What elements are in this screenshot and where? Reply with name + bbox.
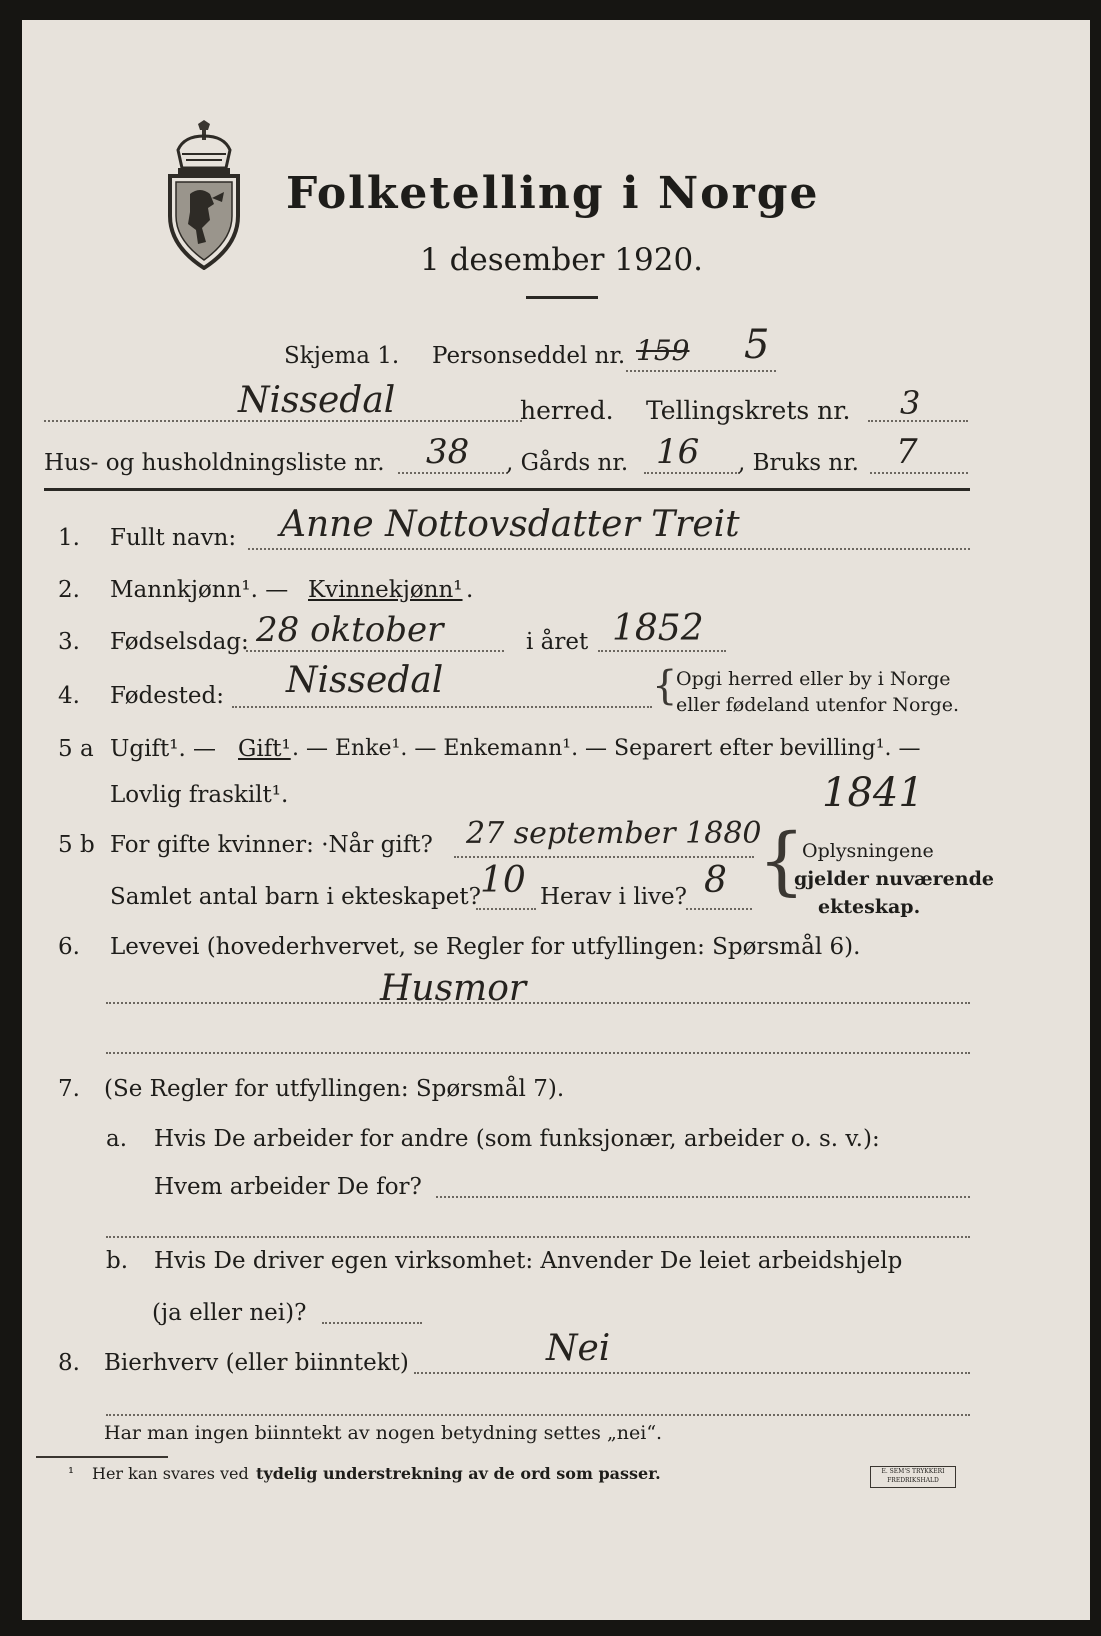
q7a-extra-line <box>106 1236 970 1238</box>
q1-value: Anne Nottovsdatter Treit <box>280 504 740 545</box>
q7b-answer-line <box>322 1322 422 1324</box>
q5a-line2: Lovlig fraskilt¹. <box>110 782 289 808</box>
personseddel-line <box>626 370 776 372</box>
q3-label: Fødselsdag: <box>110 629 249 655</box>
q5a-options: . — Enke¹. — Enkemann¹. — Separert efter bevilling¹. — <box>292 736 921 761</box>
q7a-line1: Hvis De arbeider for andre (som funksjonær, arbeider o. s. v.): <box>154 1126 880 1152</box>
q8-extra-line <box>106 1414 970 1416</box>
q4-note-line1: Opgi herred eller by i Norge <box>676 668 951 690</box>
q5b-children-line <box>476 908 536 910</box>
q6-value: Husmor <box>380 968 527 1009</box>
title-divider <box>526 296 598 299</box>
q3-line <box>246 650 504 652</box>
gards-label: , Gårds nr. <box>506 450 629 476</box>
gards-line <box>644 472 740 474</box>
printer-line2: FREDRIKSHALD <box>887 1477 939 1484</box>
gards-value: 16 <box>656 432 700 472</box>
q4-number: 4. <box>58 683 80 709</box>
q5b-alive-value: 8 <box>704 860 727 901</box>
q5b-annotation: 1841 <box>822 770 924 816</box>
q2-female-label: Kvinnekjønn¹ <box>308 577 463 603</box>
bruks-label: , Bruks nr. <box>738 450 859 476</box>
q8-line <box>414 1372 970 1374</box>
q8-number: 8. <box>58 1350 80 1376</box>
page-title: Folketelling i Norge <box>286 168 820 219</box>
footnote-bold-text: tydelig understrekning av de ord som passer. <box>256 1464 661 1483</box>
q3-value: 28 oktober <box>256 610 444 650</box>
hus-line <box>398 472 508 474</box>
q1-number: 1. <box>58 525 80 551</box>
hus-value: 38 <box>426 432 470 472</box>
q6-line1 <box>106 1002 970 1004</box>
q4-label: Fødested: <box>110 683 225 709</box>
q6-line2 <box>106 1052 970 1054</box>
q5b-note-line1: Oplysningene <box>802 840 934 862</box>
q5b-brace: { <box>758 818 806 904</box>
q2-male-label: Mannkjønn¹. — <box>110 577 289 603</box>
personseddel-struck: 159 <box>636 334 690 367</box>
q7-label: (Se Regler for utfyllingen: Spørsmål 7). <box>104 1076 565 1102</box>
q5b-married-value: 27 september 1880 <box>466 816 762 851</box>
personseddel-label: Personseddel nr. <box>432 343 626 369</box>
q1-line <box>248 548 970 550</box>
q5b-married-line <box>454 856 754 858</box>
printer-stamp <box>870 1466 956 1488</box>
q4-line <box>232 706 652 708</box>
q5b-note-line3: ekteskap. <box>818 896 921 918</box>
q4-note-line2: eller fødeland utenfor Norge. <box>676 694 960 716</box>
schema-label: Skjema 1. <box>284 343 400 369</box>
footnote-rule <box>36 1456 168 1458</box>
q5b-children-value: 10 <box>480 860 526 901</box>
header-rule <box>44 488 970 491</box>
bruks-line <box>870 472 968 474</box>
hus-label: Hus- og husholdningsliste nr. <box>44 450 385 476</box>
tellingskrets-label: Tellingskrets nr. <box>646 396 851 425</box>
q3-year-value: 1852 <box>612 608 704 649</box>
q7b-letter: b. <box>106 1248 129 1274</box>
census-date: 1 desember 1920. <box>420 242 704 278</box>
q8-label: Bierhverv (eller biinntekt) <box>104 1350 409 1376</box>
q5b-note-line2: gjelder nuværende <box>794 868 994 890</box>
q3-number: 3. <box>58 629 80 655</box>
q6-number: 6. <box>58 934 80 960</box>
q3-year-label: i året <box>526 629 589 655</box>
nei-note: Har man ingen biinntekt av nogen betydning settes „nei“. <box>104 1422 663 1444</box>
q8-value: Nei <box>546 1328 611 1369</box>
q1-label: Fullt navn: <box>110 525 237 551</box>
printer-line1: E. SEM'S TRYKKERI <box>881 1468 945 1475</box>
q4-brace: { <box>652 663 678 709</box>
q7b-line1: Hvis De driver egen virksomhet: Anvender De leiet arbeidshjelp <box>154 1248 903 1274</box>
q5b-label: For gifte kvinner: ·Når gift? <box>110 832 433 858</box>
q7a-letter: a. <box>106 1126 128 1152</box>
q5a-number: 5 a <box>58 736 94 762</box>
q7a-line2: Hvem arbeider De for? <box>154 1174 422 1200</box>
q5a-gift: Gift¹ <box>238 736 291 762</box>
q3-year-line <box>598 650 726 652</box>
q5b-number: 5 b <box>58 832 95 858</box>
q6-label: Levevei (hovederhvervet, se Regler for utfyllingen: Spørsmål 6). <box>110 934 861 960</box>
footnote-marker: ¹ <box>68 1464 75 1482</box>
q7b-line2: (ja eller nei)? <box>152 1300 307 1326</box>
q5b-alive-line <box>686 908 752 910</box>
census-form <box>22 20 1090 1620</box>
q5a-ugift: Ugift¹. — <box>110 736 217 762</box>
footnote-text: Her kan svares ved <box>92 1464 249 1483</box>
q7a-answer-line <box>436 1196 970 1198</box>
herred-label: herred. <box>520 396 614 425</box>
tellingskrets-value: 3 <box>900 384 921 422</box>
q5b-alive-label: Herav i live? <box>540 884 687 910</box>
herred-value: Nissedal <box>238 380 396 421</box>
q4-value: Nissedal <box>286 660 444 701</box>
coat-of-arms-icon <box>164 120 244 270</box>
q5b-children-label: Samlet antal barn i ekteskapet? <box>110 884 481 910</box>
bruks-value: 7 <box>896 432 918 472</box>
q7-number: 7. <box>58 1076 80 1102</box>
personseddel-value: 5 <box>744 322 770 368</box>
q2-number: 2. <box>58 577 80 603</box>
q2-tail: . <box>466 577 474 603</box>
